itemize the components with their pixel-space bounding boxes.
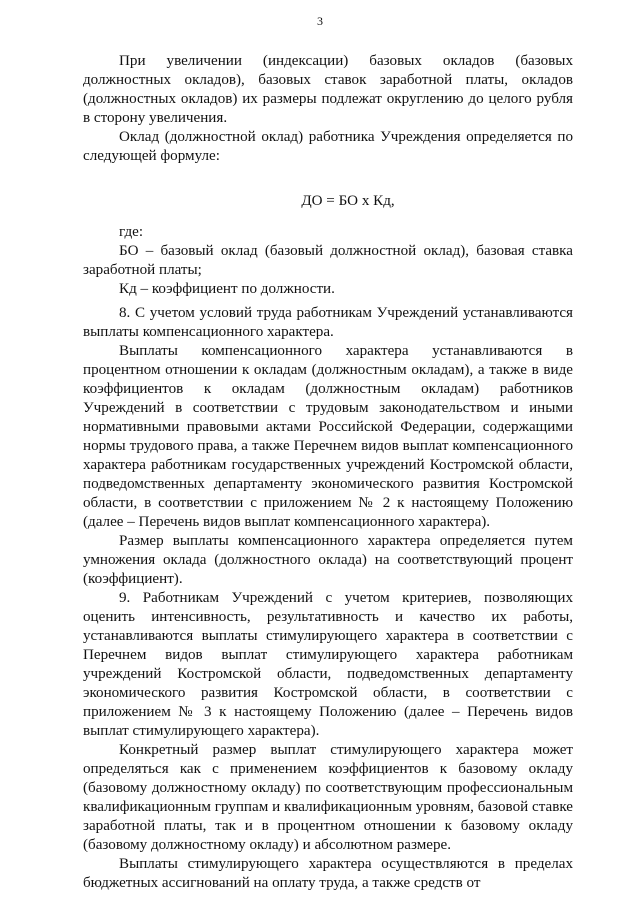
paragraph-indexation-rounding: При увеличении (индексации) базовых окладов (базовых должностных окладов), базовых ставок заработной платы, окладов (должностных окладов) их размеры подлежат округлению до целого рубля в сторону увеличения. [83, 53, 573, 126]
paragraph-compensation-amount: Размер выплаты компенсационного характера определяется путем умножения оклада (должностного оклада) на соответствующий процент (коэффициент). [83, 533, 573, 587]
paragraph-item-9: 9. Работникам Учреждений с учетом критериев, позволяющих оценить интенсивность, результативность и качество их работы, устанавливаются выплаты стимулирующего характера в соответствии с Перечнем видов выплат стимулирующего характера работникам учреждений Костромской области, подведомственных департаменту экономического развития Костромской области, в соответствии с приложением № 3 к настоящему Положению (далее – Перечень видов выплат стимулирующего характера). [83, 590, 573, 739]
paragraph-item-8: 8. С учетом условий труда работникам Учреждений устанавливаются выплаты компенсационного характера. [83, 305, 573, 340]
document-body [83, 52, 573, 893]
paragraph-compensation-payments: Выплаты компенсационного характера устанавливаются в процентном отношении к окладам (должностным окладам), а также в виде коэффициентов к окладам (должностным окладам) работников Учреждений в соответствии с трудовым законодательством и иными нормативными правовыми актами Российской Федерации, содержащими нормы трудового права, а также Перечнем видов выплат компенсационного характера работникам государственных учреждений Костромской области, подведомственных департаменту экономического развития Костромской области, в соответствии с приложением № 2 к настоящему Положению (далее – Перечень видов выплат компенсационного характера). [83, 343, 573, 530]
definition-bo: БО – базовый оклад (базовый должностной оклад), базовая ставка заработной платы; [83, 243, 573, 278]
page-number: 3 [317, 14, 323, 28]
paragraph-incentive-amount: Конкретный размер выплат стимулирующего характера может определяться как с применением коэффициентов к базовому окладу (базовому должностному окладу) по соответствующим профессиональным квалификационным группам и квалификационным уровням, базовой ставке заработной платы, так и в процентном отношении к базовому окладу (базовому должностному окладу) и абсолютном размере. [83, 742, 573, 853]
salary-formula: ДО = БО х Кд, [301, 193, 395, 209]
formula-where-label: где: [119, 224, 144, 240]
definition-kd: Кд – коэффициент по должности. [119, 281, 335, 297]
paragraph-incentive-budget: Выплаты стимулирующего характера осуществляются в пределах бюджетных ассигнований на оплату труда, а также средств от [83, 856, 573, 891]
paragraph-salary-formula-intro: Оклад (должностной оклад) работника Учреждения определяется по следующей формуле: [83, 129, 573, 164]
